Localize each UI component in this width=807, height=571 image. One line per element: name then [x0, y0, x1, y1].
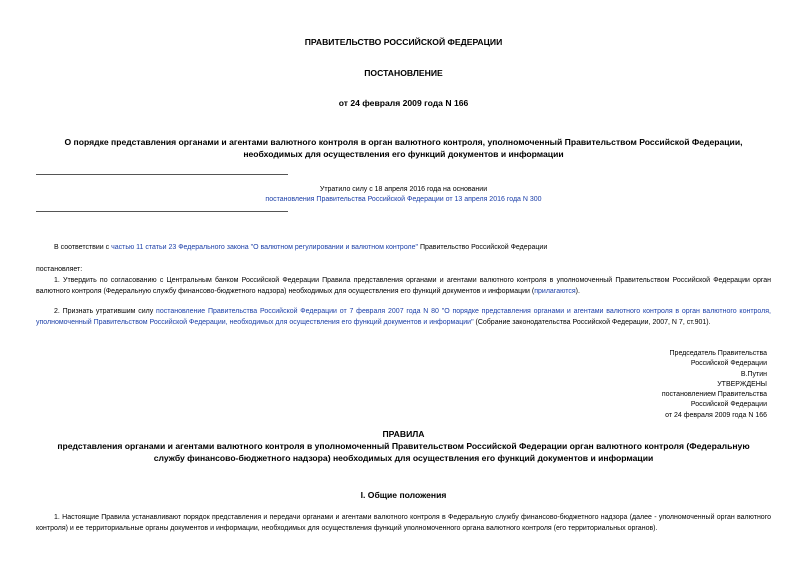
signature-line-3: В.Путин — [740, 370, 767, 378]
document-type: ПОСТАНОВЛЕНИЕ — [364, 68, 443, 78]
item-2-suffix: (Собрание законодательства Российской Федерации, 2007, N 7, ст.901). — [473, 318, 711, 326]
status-note-link[interactable]: постановления Правительства Российской Федерации от 13 апреля 2016 года N 300 — [265, 196, 542, 203]
signature-line-1: Председатель Правительства — [669, 350, 767, 357]
rules-subtitle-line-1: представления органами и агентами валютного контроля в уполномоченный Правительством Российской Федерации орган валютного контроля (Федеральную — [57, 441, 750, 451]
divider-top — [36, 174, 288, 175]
preamble — [36, 243, 771, 254]
item-2 — [36, 307, 771, 328]
preamble-suffix: Правительство Российской Федерации — [418, 244, 548, 251]
item-1 — [36, 276, 771, 297]
item-2-link[interactable]: постановление Правительства Российской Федерации от 7 февраля 2007 года N 80 "О порядке представления органами и агентами валютного контроля в орган валютного контроля, уполномоченный Правительством Российской Федерации, необходимых для осуществления его функций документов и информации" — [36, 308, 771, 326]
item-1-text: 1. Утвердить по согласованию с Центральным банком Российской Федерации Правила представления органами и агентами валютного контроля в уполномоченный Правительством Российской Федерации орган валютного контроля (Федеральную службу финансово-бюджетного надзора) необходимых для осуществления его функций документов и информации ( — [36, 277, 771, 295]
document-title-line-2: необходимых для осуществления его функций документов и информации — [243, 149, 564, 159]
section-1-paragraph-1-text: 1. Настоящие Правила устанавливают порядок представления и передачи органами и агентами валютного контроля в Федеральную службу финансово-бюджетного надзора (далее - уполномоченный орган валютного контроля) и ее территориальные органы документов и информации, необходимых для осуществления функций уполномоченного органа валютного контроля (его территориальных органов). — [36, 514, 771, 532]
signature-line-7: от 24 февраля 2009 года N 166 — [665, 411, 767, 419]
signature-block — [662, 349, 767, 421]
signature-line-5: постановлением Правительства — [661, 391, 767, 399]
document-date-number: от 24 февраля 2009 года N 166 — [338, 98, 469, 108]
signature-line-2: Российской Федерации — [690, 360, 767, 368]
rules-subtitle-line-2: службу финансово-бюджетного надзора) необходимых для осуществления его функций документов и информации — [153, 453, 654, 463]
status-note-text: Утратило силу с 18 апреля 2016 года на основании — [319, 186, 488, 193]
status-note — [36, 185, 771, 205]
divider-bottom — [36, 211, 288, 212]
item-1-link[interactable]: прилагаются — [534, 287, 576, 295]
item-1-end: ). — [575, 287, 580, 295]
rules-heading-block — [36, 428, 771, 464]
government-heading: ПРАВИТЕЛЬСТВО РОССИЙСКОЙ ФЕДЕРАЦИИ — [304, 37, 503, 47]
rules-heading: ПРАВИЛА — [382, 429, 425, 439]
item-2-prefix: 2. Признать утратившим силу — [54, 308, 157, 315]
document-title-line-1: О порядке представления органами и агентами валютного контроля в орган валютного контроля, уполномоченный Правительством Российской Федерации, — [64, 137, 743, 147]
document-title — [36, 136, 771, 160]
section-1-paragraph-1 — [36, 513, 771, 534]
section-1-heading: I. Общие положения — [360, 490, 447, 500]
signature-line-6: Российской Федерации — [690, 401, 767, 409]
signature-line-4: УТВЕРЖДЕНЫ — [717, 380, 767, 388]
resolves-label: постановляет: — [36, 266, 83, 273]
preamble-prefix: В соответствии с — [54, 244, 112, 251]
preamble-law-link[interactable]: частью 11 статьи 23 Федерального закона "О валютном регулировании и валютном контроле" — [111, 244, 419, 251]
